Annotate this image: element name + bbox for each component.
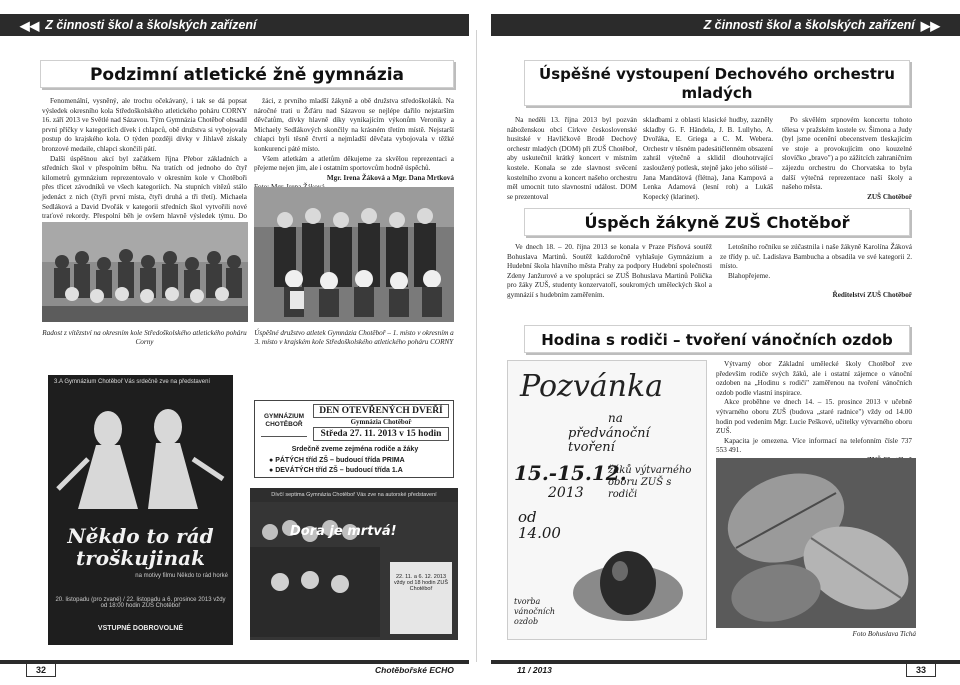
- poster1-title-1: Někdo to rád: [67, 524, 214, 548]
- poster1-title-2: troškujinak: [76, 546, 205, 570]
- open-house-bullet-2: ● DEVÁTÝCH tříd ZŠ – budoucí třída 1.A: [269, 467, 403, 474]
- orchestra-column-3: [782, 116, 912, 202]
- parents-hour-paragraph-3: Kapacita je omezena. Více informací na telefonním čísle 737 553 491.: [716, 436, 912, 455]
- header-right-text: Z činnosti škol a školských zařízení: [703, 18, 915, 32]
- page-header-right: [491, 14, 960, 36]
- invitation-poster: [507, 360, 707, 640]
- athletics-paragraph-1: Fenomenální, vysněný, ale trochu očekávaný, i tak se dá popsat výsledek okresního kola Středoškolského atletického poháru CORNY 16. září 2013 ve Světlé nad Sázavou. Tým Gymnázia Chotěboř obsadil první příčky v kategoriích dívek i chlapců, obě družstva si vybojovala postup do krajského kola. O týden později dívky v Jihlavě získaly bronzové medaile, chlapci skončili pátí.: [42, 97, 247, 153]
- photo-team-celebration: [42, 222, 248, 322]
- athletics-column-2: [254, 97, 454, 193]
- footer-rule-right: [491, 660, 960, 664]
- header-left-text: Z činnosti škol a školských zařízení: [45, 18, 257, 32]
- open-house-invite: Srdečně zveme zejména rodiče a žáky: [291, 446, 419, 453]
- parents-hour-paragraph-2: Akce proběhne ve dnech 14. – 15. prosince 2013 v učebně výtvarného oboru ZUŠ (budova „staré radnice") vždy od 14.00 hodin pod vedením Mgr. Lucie Peškové, učitelky výtvarného oboru ZUŠ.: [716, 398, 912, 436]
- invitation-time: od 14.00: [518, 508, 561, 542]
- athletics-column-1: [42, 97, 247, 231]
- invitation-text: žáků výtvarného oboru ZUŠ s rodiči: [608, 465, 692, 500]
- invitation-year: 2013: [548, 485, 584, 501]
- page-gutter: [476, 30, 477, 662]
- poster1-header: 3.A Gymnázium Chotěboř Vás srdečně zve na představení: [54, 379, 211, 385]
- orchestra-paragraph-2: skladbami z oblasti klasické hudby, zazněly skladby G. F. Händela, J. B. Lullyho, A. Dvořáka, E. Griega a C. M. Webera. Orchestr v těsném padesátičlenném obsazení zahrál výtečně a sklidil dlouhotrvající zasloužený potlesk, stejně jako jeho sólisté – Jana Mandátová (flétna), Jana Kampová a Lenka Adamová (lesní roh) a Lukáš Kopecký (klarinet).: [643, 116, 773, 201]
- photo-leaves: [716, 458, 916, 628]
- article-title-parents-hour: Hodina s rodiči – tvoření vánočních ozdob: [524, 325, 910, 353]
- invitation-bottom: tvorba vánočních ozdob: [514, 597, 556, 626]
- poster1-subtitle: na motivy filmu Někdo to rád horké: [135, 573, 228, 579]
- open-house-bullet-1-text: PÁTÝCH tříd ZŠ – budoucí třída PRIMA: [275, 457, 405, 464]
- student-success-paragraph-2: Letošního ročníku se zúčastnila i naše žákyně Karolína Žáková ze třídy p. uč. Ladislava Bambucha a obsadila ve své kategorii 2. místo.: [720, 243, 912, 271]
- student-success-paragraph-1: Ve dnech 18. – 20. října 2013 se konala v Praze Písňová soutěž Bohuslava Martinů. Soutěž každoročně vyhlašuje Gymnázium a Hudební škola hlavního města Prahy za podpory Hudební společnosti Zdeny Janžurové a ve spolupráci se ZUŠ Bohuslava Martinů Polička pro žáky ZUŠ, studenty konzervatoří, soukromých uměleckých škol a gymnázií s hudebním zaměřením.: [507, 243, 712, 299]
- arrow-left-icon: ◀◀: [20, 18, 40, 33]
- orchestra-paragraph-1: Na neděli 13. října 2013 byl pozván nábož​enskou obcí Církve československé husitské v Havlíčkově Brodě Dechový orchestr mladých (DOM) při ZUŠ Chotěboř, aby uskutečnil krátký koncert v místním kostele. Konala se zde slavnost svěcení kostelního zvonu a koncert našeho orchestru měl umocnit tuto slavnostní událost. DOM se prezentoval: [507, 116, 637, 201]
- orchestra-column-2: [643, 116, 773, 202]
- open-house-box: [254, 400, 454, 478]
- page-number-right: 33: [906, 664, 936, 677]
- open-house-title: DEN OTEVŘENÝCH DVEŘÍ: [313, 404, 449, 418]
- parents-hour-text: [716, 360, 912, 466]
- open-house-subtitle: Gymnázia Chotěboř: [350, 418, 412, 426]
- invitation-line-2: předvánoční tvoření: [568, 426, 650, 455]
- article-title-student-success: Úspěch žákyně ZUŠ Chotěboř: [524, 208, 910, 236]
- page-header-left: [0, 14, 469, 36]
- poster2-title: Dora je mrtvá!: [290, 524, 397, 539]
- caption-team-celebration: Radost z vítězství na okresním kole Středoškolského atletického poháru Corny: [42, 329, 247, 347]
- poster2-header: Dívčí septima Gymnázia Chotěboř Vás zve na autorské představení: [271, 492, 437, 498]
- orchestra-signature: ZUŠ Chotěboř: [867, 192, 912, 201]
- open-house-bullet-1: ● PÁTÝCH tříd ZŠ – budoucí třída PRIMA: [269, 457, 405, 464]
- open-house-date: Středa 27. 11. 2013 v 15 hodin: [313, 427, 449, 441]
- parents-hour-paragraph-1: Výtvarný obor Základní umělecké školy Chotěboř zve předevšim rodiče svých žáků, ale i ostatní zájemce o vánoční ozdoben na „Hodinu s rodiči" zaměřenou na tvoření vánočních ozdob podle vlastní inspirace.: [716, 360, 912, 397]
- student-success-column-1: [507, 243, 712, 301]
- poster-theatre-play: [48, 375, 233, 645]
- athletics-signature: Mgr. Irena Žáková a Mgr. Dana Mrtková: [326, 173, 454, 182]
- arrow-right-icon: ▶▶: [920, 18, 940, 33]
- orchestra-paragraph-3: Po skvělém srpnovém koncertu tohoto tělesa v pražském kostele sv. Šimona a Judy (byl jsme ocenění obecenstvem tleskajícím ve stoje a provokujícím ono kouzelné slovíčko „bravo") a po zážitcích zahraničním zájezdu orchestru do Chorvatska to byla další výtečná reprezentace naší školy a našeho města.: [782, 116, 912, 192]
- caption-leaves: Foto Bohuslava Tichá: [852, 630, 916, 638]
- gymnasium-logo: GYMNÁZIUM CHOTĚBOŘ: [261, 407, 307, 437]
- athletics-paragraph-4: Všem atletkám a atletům děkujeme za skvělou reprezentaci a přejeme nejen jim, ale i ostatním sportovcům hodně úspěchů.: [254, 154, 454, 173]
- open-house-bullet-2-text: DEVÁTÝCH tříd ZŠ – budoucí třída 1.A: [275, 467, 403, 474]
- magazine-name: Chotěbořské ECHO: [375, 665, 454, 675]
- poster-dora: [250, 488, 458, 640]
- article-title-orchestra: Úspěšné vystoupení Dechového orchestru mladých: [524, 60, 910, 106]
- student-success-signature: Ředitelství ZUŠ Chotěboř: [832, 290, 912, 299]
- page-number-left: 32: [26, 664, 56, 677]
- poster1-dates: 20. listopadu (pro zvané) / 22. listopadu a 6. prosince 2013 vždy od 18:00 hodin ZUŠ Chotěboř: [55, 597, 226, 609]
- poster1-entry: VSTUPNÉ DOBROVOLNÉ: [97, 625, 184, 632]
- caption-girls-team: Úspěšné družstvo atletek Gymnázia Chotěboř – 1. místo v okresním a 3. místo v krajském kole Středoškolského atletického poháru CORNY: [254, 329, 454, 347]
- athletics-paragraph-2: Další úspěšnou akcí byl začátkem října Přebor základních a středních škol v přespolním běhu. Na tratích od jednoho do čtyř kilometrů gymnázium reprezentovalo v okresním kole v Chotěboři přes třicet závodníků ve všech kategoriích. Na stupních vítězů stálo jedenáct z nich (čtyři první místa, čtyři druhá a tři třetí). Michaela Sedláková a David Dvořák v kategorii středních škol vytvořili nové traťové rekordy. Přespolní běh je ovšem hlavně výsledek týmu. Do: [42, 154, 247, 221]
- footer-rule-left: [0, 660, 469, 664]
- invitation-title: Pozvánka: [520, 369, 664, 404]
- issue-number: 11 / 2013: [517, 665, 552, 675]
- invitation-line-1: na: [608, 411, 623, 425]
- student-success-column-2: [720, 243, 912, 301]
- orchestra-column-1: [507, 116, 637, 202]
- poster2-dates: 22. 11. a 6. 12. 2013 vždy od 18 hodin ZUŠ Chotěboř: [393, 574, 449, 592]
- student-success-congrats: Blahopřejeme.: [728, 271, 771, 280]
- photo-girls-team: [254, 187, 454, 322]
- article-title-athletics: Podzimní atletické žně gymnázia: [40, 60, 454, 88]
- invitation-dates: 15.-15.12.: [514, 461, 627, 485]
- athletics-paragraph-3: žáci, z prvního mladší žákyně a obě družstva středoškoláků. Na náročné trati u Žďáru nad Sázavou se nejlépe dařilo nejstarším děvčatům, dívky hlavně díky vynikajícím výkonům Veroniky a Michaely Sedlákových skončily na krásném třetím místě. Nejstarší chlapci byli těsně čtvrtí a nejmladší děvčata vybojovala v těžké konkurenci páté místo.: [254, 97, 454, 153]
